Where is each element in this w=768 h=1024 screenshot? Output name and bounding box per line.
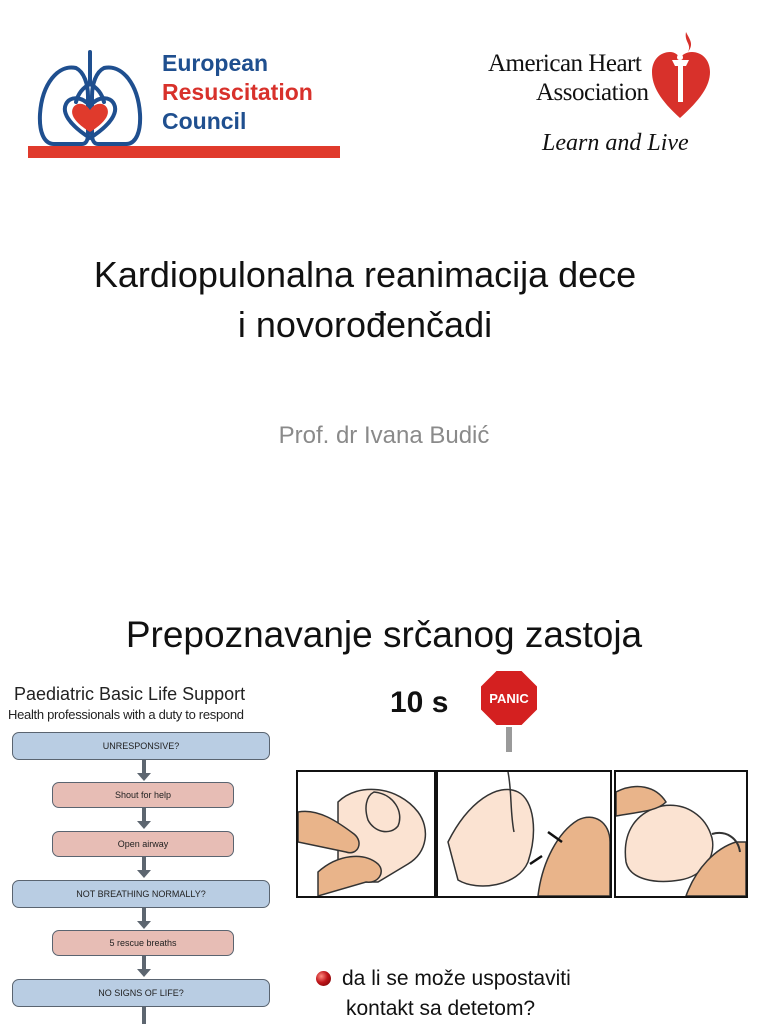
flow-arrow-icon [139, 808, 149, 830]
bullet-text-line1: da li se može uspostaviti [342, 967, 571, 990]
erc-red-bar [28, 146, 340, 158]
aha-name-line1: American Heart [488, 50, 642, 77]
aha-tagline: Learn and Live [542, 130, 689, 156]
erc-name-line3: Council [162, 108, 247, 134]
bullet-icon [316, 971, 331, 986]
aha-name-line2: Association [536, 79, 649, 106]
flow-arrow-icon [139, 760, 149, 782]
slide-title-line1: Kardiopulonalna reanimacija dece [93, 254, 637, 295]
flow-step-not-breathing: NOT BREATHING NORMALLY? [12, 880, 270, 908]
flow-arrow-icon [139, 956, 149, 978]
illustration-check-response [296, 770, 436, 898]
erc-name-line2: Resuscitation [162, 79, 313, 105]
flowchart-title: Paediatric Basic Life Support [14, 684, 246, 704]
slide-title-line2: i novorođenčadi [237, 304, 493, 345]
pbls-flowchart [0, 680, 300, 1024]
aha-logo [480, 30, 720, 170]
panic-label: PANIC [489, 691, 529, 706]
slide-title [0, 250, 730, 350]
flow-step-rescue-breaths: 5 rescue breaths [52, 930, 234, 956]
slide2-title: Prepoznavanje srčanog zastoja [125, 614, 643, 655]
illustration-open-airway [614, 770, 748, 898]
flow-step-shout: Shout for help [52, 782, 234, 808]
illustration-check-pulse [436, 770, 612, 898]
flow-step-no-signs: NO SIGNS OF LIFE? [12, 979, 270, 1007]
author-name: Prof. dr Ivana Budić [278, 422, 490, 449]
flow-arrow-icon [139, 908, 149, 930]
lungs-heart-icon [28, 44, 158, 148]
flowchart-subtitle: Health professionals with a duty to respond [8, 707, 244, 722]
flow-arrow-icon [139, 1007, 149, 1024]
panic-stop-sign-icon [478, 668, 540, 752]
heart-torch-icon [650, 30, 712, 120]
flow-arrow-icon [139, 857, 149, 879]
erc-logo [28, 44, 340, 164]
flow-step-unresponsive: UNRESPONSIVE? [12, 732, 270, 760]
bullet-text-line2: kontakt sa detetom? [346, 997, 536, 1020]
time-limit: 10 s [390, 686, 449, 719]
flow-step-airway: Open airway [52, 831, 234, 857]
bullet-text [342, 964, 571, 1024]
erc-name-line1: European [162, 50, 269, 76]
